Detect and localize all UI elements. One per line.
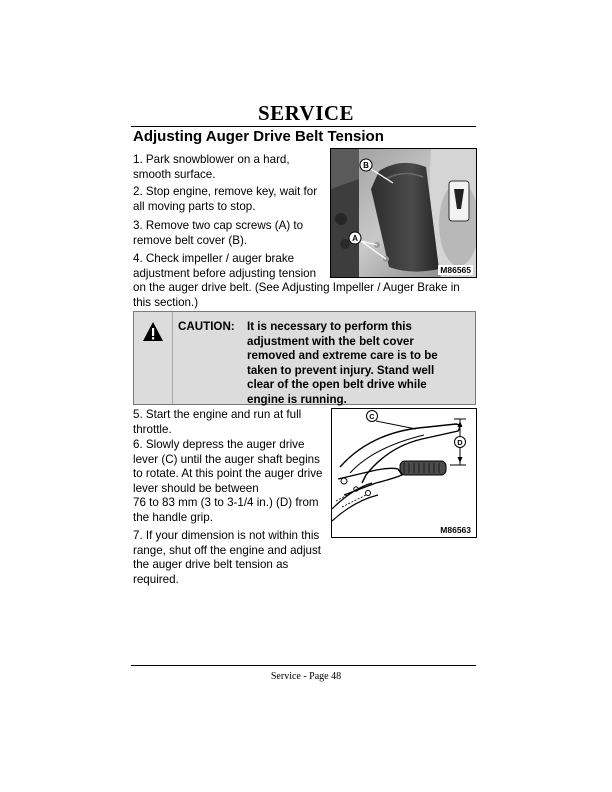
step-7 — [133, 529, 321, 587]
step-line: remove belt cover (B). — [133, 233, 248, 247]
step-line: 76 to 83 mm (3 to 3-1/4 in.) (D) from — [133, 496, 319, 509]
callout-c — [367, 411, 378, 422]
step-line: on the auger drive belt. (See Adjusting Impeller / Auger Brake in — [133, 281, 460, 294]
step-line: 7. If your dimension is not within this — [133, 529, 320, 542]
step-line: 4. Check impeller / auger brake — [133, 252, 295, 265]
step-line: 6. Slowly depress the auger drive — [133, 438, 305, 451]
warning-triangle-icon — [142, 321, 164, 343]
figure-id-label: M86563 — [440, 525, 471, 535]
step-line: 2. Stop engine, remove key, wait for — [133, 185, 318, 198]
caution-line: It is necessary to perform this — [247, 320, 412, 333]
caution-box — [133, 311, 476, 405]
step-line: 1. Park snowblower on a hard, — [133, 153, 290, 166]
belt-cover-photo — [330, 148, 477, 278]
step-line: the handle grip. — [133, 510, 213, 524]
svg-text:A: A — [352, 234, 358, 243]
step-line: required. — [133, 572, 179, 586]
step-5 — [133, 408, 301, 437]
step-line: 5. Start the engine and run at full — [133, 408, 302, 421]
step-line: throttle. — [133, 422, 172, 436]
caution-line: clear of the open belt drive while — [247, 378, 427, 391]
auger-lever-diagram — [331, 408, 477, 538]
step-line: adjustment before adjusting tension — [133, 266, 317, 280]
belt-cover-illustration — [331, 149, 476, 277]
step-2 — [133, 185, 317, 214]
caution-line: taken to prevent injury. Stand well — [247, 363, 435, 377]
step-line: the auger drive belt tension as — [133, 558, 289, 571]
caution-label: CAUTION: — [178, 320, 235, 333]
caution-icon-column — [134, 312, 173, 404]
header-rule — [131, 126, 476, 127]
caution-line: engine is running. — [247, 392, 347, 406]
svg-text:B: B — [363, 161, 369, 170]
step-1 — [133, 153, 290, 182]
footer-rule — [131, 665, 476, 666]
callout-d — [455, 437, 466, 448]
step-line: smooth surface. — [133, 167, 216, 181]
step-line: this section.) — [133, 295, 199, 309]
lever-illustration — [332, 409, 476, 537]
caution-line: removed and extreme care is to be — [247, 349, 438, 362]
step-line: 3. Remove two cap screws (A) to — [133, 219, 304, 232]
step-line: lever should be between — [133, 481, 259, 495]
section-heading: Adjusting Auger Drive Belt Tension — [133, 128, 384, 145]
page-footer: Service - Page 48 — [270, 671, 342, 682]
caution-line: adjustment with the belt cover — [247, 334, 414, 348]
step-6 — [133, 438, 322, 525]
callout-a — [349, 232, 361, 244]
svg-text:C: C — [369, 412, 375, 421]
step-3 — [133, 219, 303, 248]
svg-text:D: D — [457, 438, 463, 447]
step-line: range, shut off the engine and adjust — [133, 543, 322, 557]
caution-text — [247, 320, 469, 407]
figure-id-label: M86565 — [440, 265, 471, 275]
callout-b — [360, 159, 372, 171]
step-line: lever (C) until the auger shaft begins — [133, 452, 320, 466]
step-line: all moving parts to stop. — [133, 199, 256, 213]
step-line: to rotate. At this point the auger drive — [133, 467, 323, 480]
page-title: SERVICE — [257, 101, 355, 125]
